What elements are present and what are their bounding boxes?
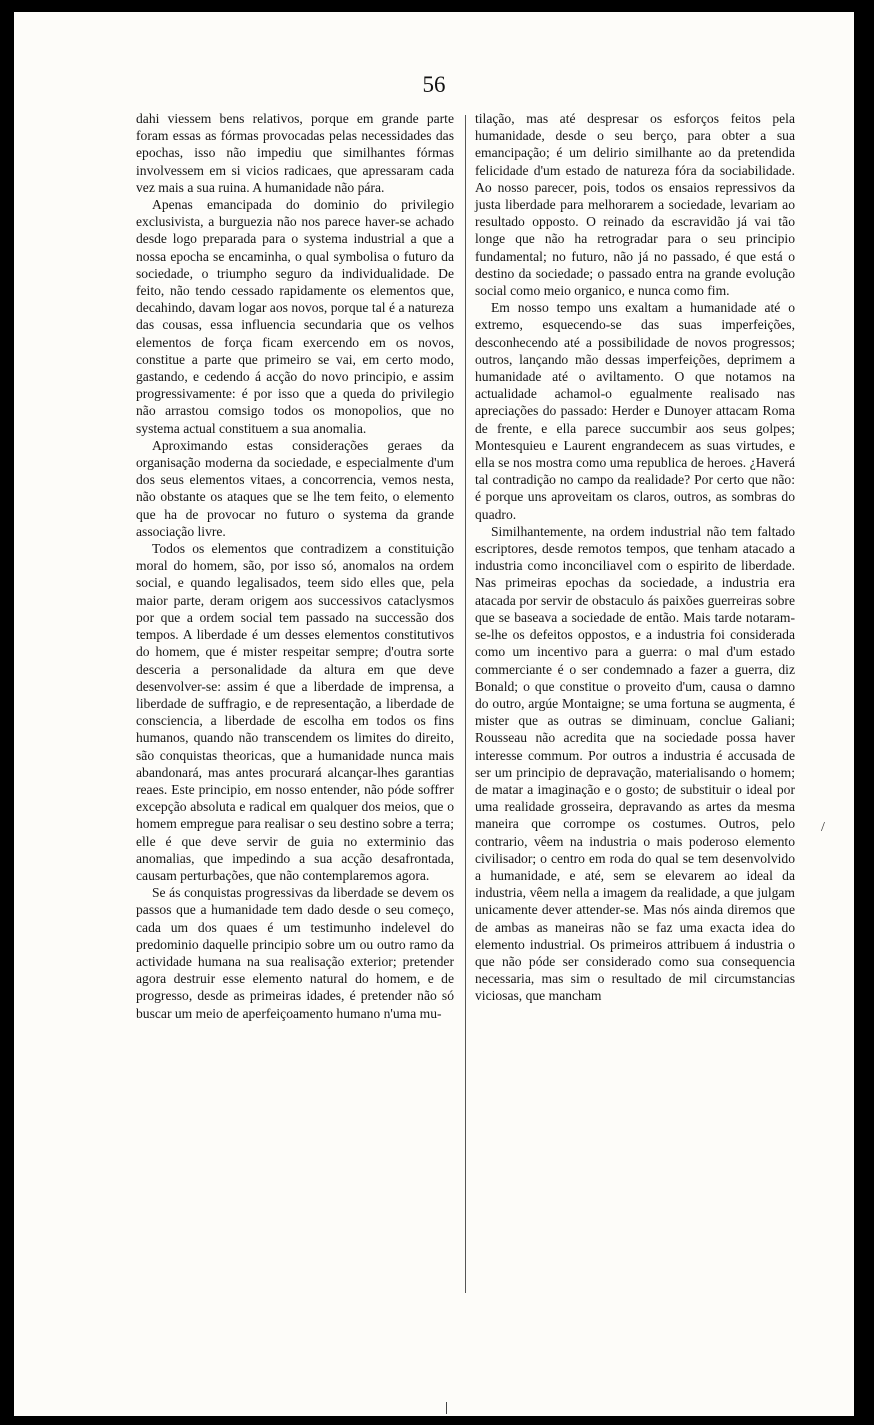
paragraph: dahi viessem bens relativos, porque em grande parte foram essas as fórmas provocadas pelas necessidades das epochas, isso não impediu que similhantes fórmas involvessem em si vicios radicaes, que apressaram cada vez mais a sua ruina. A humanidade não pára. (136, 111, 454, 195)
paragraph: tilação, mas até despresar os esforços feitos pela humanidade, desde o seu berço, para obter a sua emancipação; é um delirio similhante ao da pretendida felicidade d'um estado de natureza fóra da sociabilidade. Ao nosso parecer, pois, todos os ensaios repressivos da justa liberdade para melhorarem a sociedade, levariam ao resultado opposto. O reinado da escravidão já vai tão longe que não ha retrogradar para o seu principio fundamental; no futuro, não já no passado, é que está o destino da sociedade; o passado entra na grande evolução social como meio organico, e nunca como fim. (475, 111, 795, 299)
column-divider (465, 115, 466, 1293)
paragraph: Em nosso tempo uns exaltam a humanidade até o extremo, esquecendo-se das suas imperfeições, desconhecendo até a possibilidade de novos progressos; outros, lançando mão dessas imperfeições, deprimem a humanidade até o aviltamento. O que notamos na actualidade achamol-o egualmente realisado nas apreciações do passado: Herder e Dunoyer attacam Roma de frente, e ella parece succumbir aos seus golpes; Montesquieu e Laurent engrandecem as suas virtudes, e ella se nos mostra como uma republica de heroes. ¿Haverá tal contradição no campo da realidade? Por certo que não: é porque uns aproveitam os claros, outros, as sombras do quadro. (475, 300, 795, 522)
right-column (475, 110, 795, 1005)
paragraph: Aproximando estas considerações geraes da organisação moderna da sociedade, e especialmente d'um dos seus elementos vitaes, a concorrencia, vemos nesta, não obstante os ataques que se lhe tem feito, o elemento que ha de provocar no futuro o systema da grande associação livre. (136, 437, 454, 539)
document-page (14, 12, 854, 1416)
page-number: 56 (422, 72, 446, 97)
paragraph: Se ás conquistas progressivas da liberdade se devem os passos que a humanidade tem dado desde o seu começo, cada um dos quaes é um testimunho indelevel do predominio daquelle principio sobre um ou outro ramo da actividade humana na sua realisação exterior; pretender agora destruir esse elemento natural do homem, e de progresso, desde as primeiras idades, é pretender não só buscar um meio de aperfeiçoamento humano n'uma mu- (136, 885, 454, 1021)
paragraph: Todos os elementos que contradizem a constituição moral do homem, são, por isso só, anomalos na ordem social, e quando legalisados, teem sido elles que, pela maior parte, deram origem aos successivos cataclysmos por que a ordem social tem passado na successão dos tempos. A liberdade é um desses elementos constitutivos do homem, que é mister respeitar sempre; d'outra sorte desceria a personalidade da altura em que deve desenvolver-se: assim é que a liberdade de imprensa, a liberdade de suffragio, e de representação, a liberdade de consciencia, a liberdade de escolha em todos os fins humanos, quando não transcendem os limites do direito, são conquistas theoricas, que a humanidade nunca mais abandonará, mas antes procurará alcançar-lhes garantias reaes. Este principio, em nosso entender, não póde soffrer excepção absoluta e radical em qualquer dos meios, que o homem empregue para realisar o seu destino sobre a terra; elle é que deve servir de guia no exterminio das anomalias, que impedindo a sua acção desafrontada, causam perturbações, que não contemplaremos agora. (136, 541, 454, 883)
bottom-mark (446, 1402, 447, 1414)
margin-mark: / (821, 820, 825, 835)
paragraph: Apenas emancipada do dominio do privilegio exclusivista, a burguezia não nos parece haver-se achado desde logo preparada para o systema industrial a que a nossa epocha se encaminha, o qual symbolisa o futuro da sociedade, o triumpho seguro da individualidade. De feito, não tendo cessado rapidamente os elementos que, decahindo, davam logar aos novos, porque tal é a natureza das cousas, essa influencia secundaria que os velhos elementos de força ficam exercendo em os novos, constitue a parte que primeiro se vai, em certo modo, gastando, e cedendo á acção do novo principio, e assim progressivamente: é por isso que a queda do privilegio não arrastou comsigo todos os monopolios, que no systema actual constituem a sua anomalia. (136, 197, 454, 436)
paragraph: Similhantemente, na ordem industrial não tem faltado escriptores, desde remotos tempos, que tenham atacado a industria como inconciliavel com o espirito de liberdade. Nas primeiras epochas da sociedade, a industria era atacada por servir de obstaculo ás paixões guerreiras sobre que se baseava a sociedade de então. Mais tarde notaram-se-lhe os defeitos oppostos, e a industria foi considerada como um incentivo para a guerra: o mal d'um estado commerciante é o ser condemnado a fazer a guerra, diz Bonald; o que constitue o proveito d'um, causa o damno do outro, argúe Montaigne; se uma fortuna se augmenta, é mister que as outras se diminuam, conclue Galiani; Rousseau não acredita que na sociedade possa haver interesse commum. Por outros a industria é accusada de ser um principio de depravação, materialisando o homem; de matar a imaginação e o gosto; de substituir o ideal por uma realidade grosseira, depravando as artes da mesma maneira que corrompe os costumes. Outros, pelo contrario, vêem na industria o mais poderoso elemento civilisador; o centro em roda do qual se tem desenvolvido a humanidade, e até, sem se elevarem ao ideal da industria, vêem nella a imagem da realidade, a que julgam unicamente dever attender-se. Mas nós ainda diremos que de ambas as maneiras não se faz uma exacta idea do elemento industrial. Os primeiros attribuem á industria o que não póde ser considerado como sua consequencia necessaria, mas sim o resultado de mil circumstancias viciosas, que mancham (475, 523, 795, 1004)
left-column (136, 110, 454, 1022)
